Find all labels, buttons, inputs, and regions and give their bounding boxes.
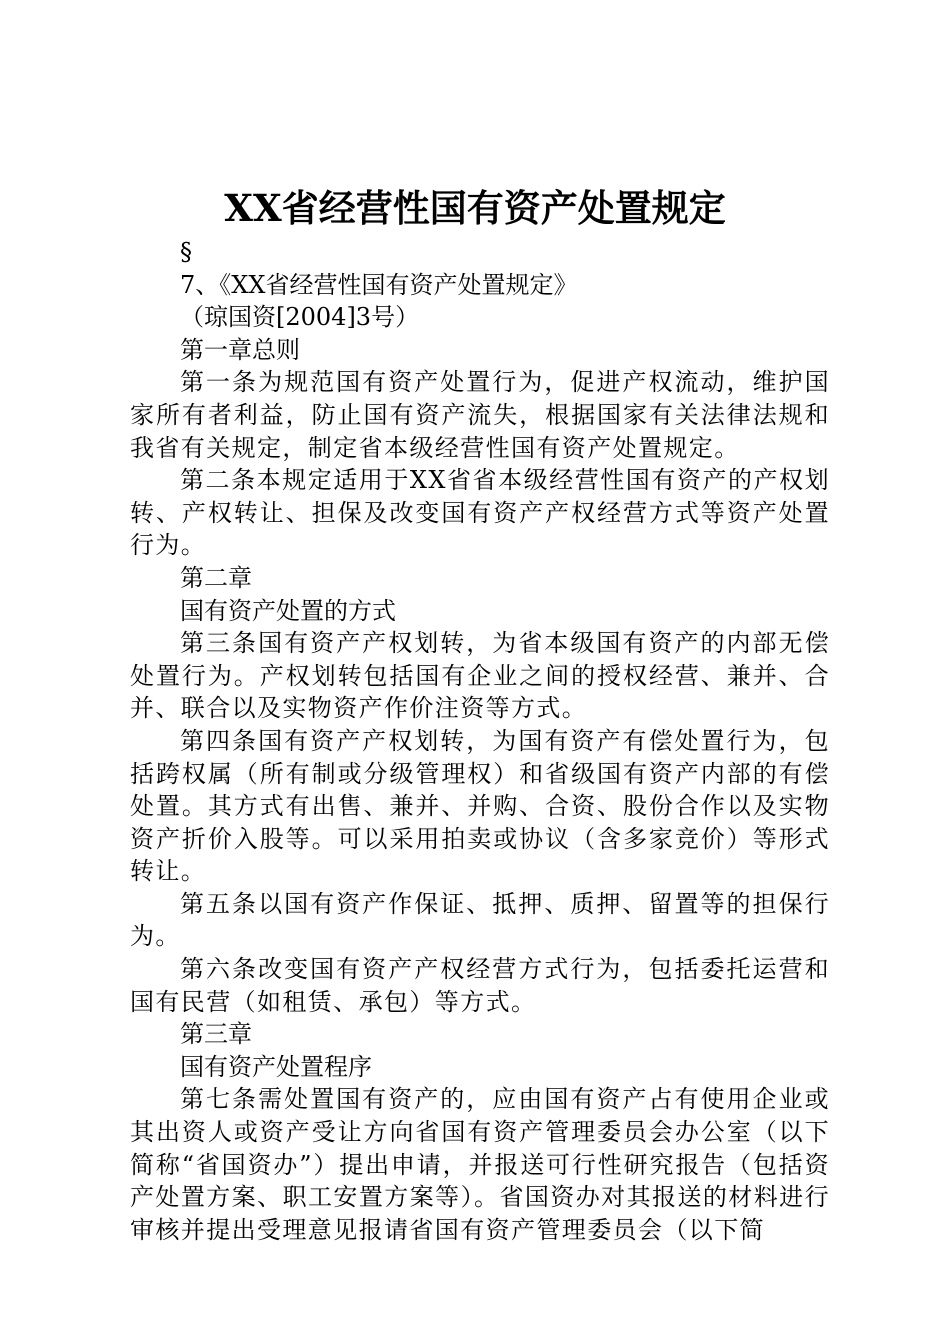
reference-title: 7、《XX省经营性国有资产处置规定》	[180, 270, 578, 299]
chapter-heading: 第二章	[180, 563, 252, 592]
chapter-title: 国有资产处置的方式	[180, 596, 396, 625]
chapter-heading: 第三章	[180, 1020, 252, 1049]
document-title: XX省经营性国有资产处置规定	[224, 186, 726, 230]
chapter-title: 国有资产处置程序	[180, 1052, 372, 1081]
article-paragraph: 第二条本规定适用于XX省省本级经营性国有资产的产权划转、产权转让、担保及改变国有资产产权经营方式等资产处置行为。	[130, 466, 830, 560]
article-paragraph: 第三条国有资产产权划转，为省本级国有资产的内部无偿处置行为。产权划转包括国有企业之间的授权经营、兼并、合并、联合以及实物资产作价注资等方式。	[130, 629, 830, 723]
section-mark: §	[180, 238, 192, 266]
article-paragraph: 第六条改变国有资产产权经营方式行为，包括委托运营和国有民营（如租赁、承包）等方式。	[130, 955, 830, 1016]
document-number: （琼国资[2004]3号）	[180, 303, 420, 332]
article-paragraph: 第四条国有资产产权划转，为国有资产有偿处置行为，包括跨权属（所有制或分级管理权）和省级国有资产内部的有偿处置。其方式有出售、兼并、并购、合资、股份合作以及实物资产折价入股等。可以采用拍卖或协议（含多家竞价）等形式转让。	[130, 726, 830, 886]
document-body	[130, 236, 830, 1246]
chapter-heading: 第一章总则	[180, 335, 300, 364]
article-paragraph: 第五条以国有资产作保证、抵押、质押、留置等的担保行为。	[130, 889, 830, 951]
article-paragraph: 第一条为规范国有资产处置行为，促进产权流动，维护国家所有者利益，防止国有资产流失，根据国家有关法律法规和我省有关规定，制定省本级经营性国有资产处置规定。	[130, 368, 830, 462]
article-paragraph: 第七条需处置国有资产的，应由国有资产占有使用企业或其出资人或资产受让方向省国有资产管理委员会办公室（以下简称“省国资办”）提出申请，并报送可行性研究报告（包括资产处置方案、职工安置方案等）。省国资办对其报送的材料进行审核并提出受理意见报请省国有资产管理委员会（以下简	[130, 1085, 830, 1244]
